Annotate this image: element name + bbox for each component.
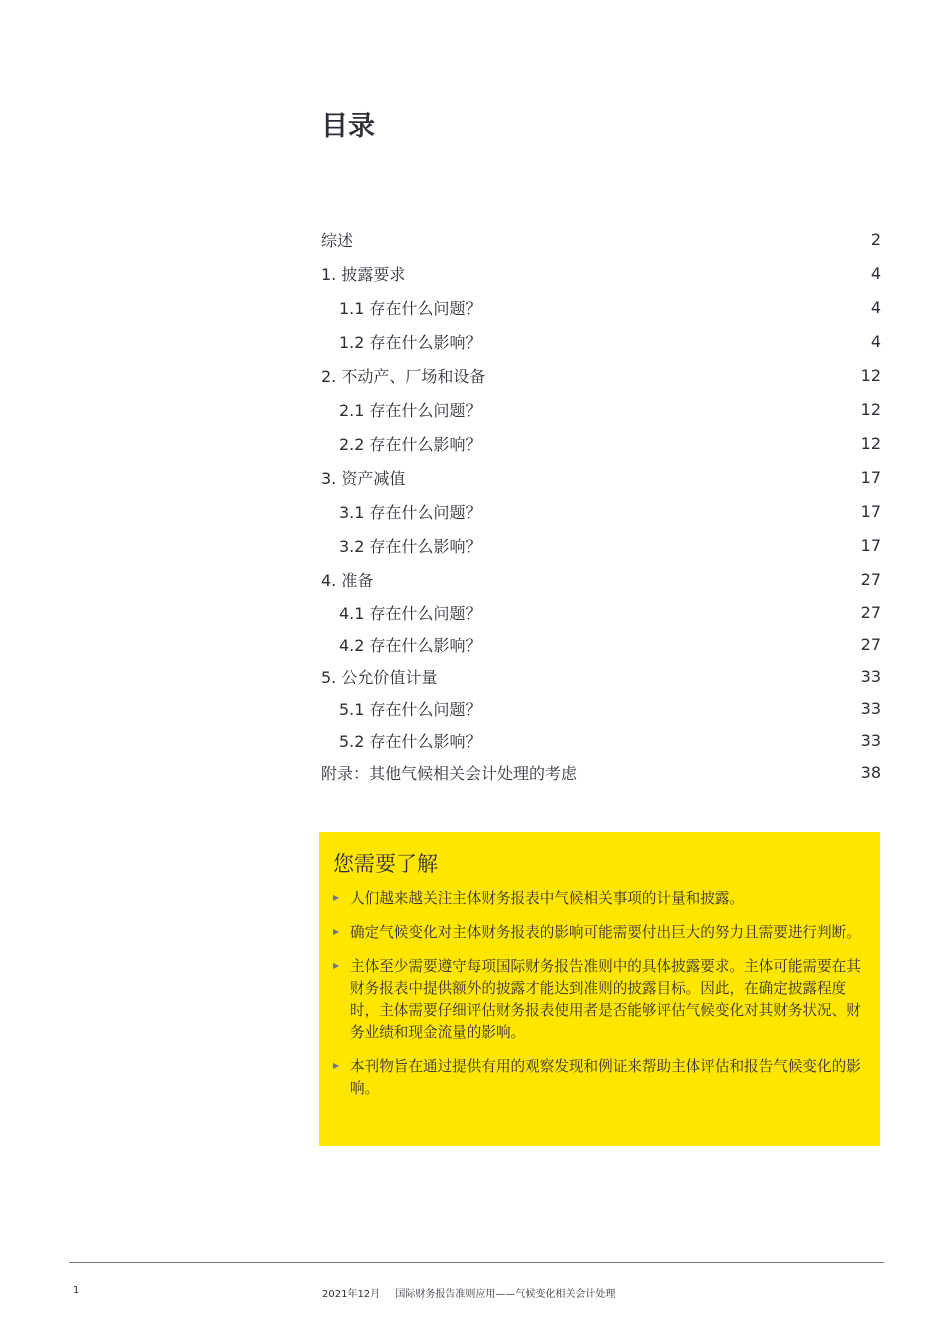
footer-info [322, 1285, 627, 1300]
callout-bullet-text: 本刊物旨在通过提供有用的观察发现和例证来帮助主体评估和报告气候变化的影响。 [350, 1058, 861, 1097]
toc-entry-page: 12 [860, 365, 881, 385]
toc-entry-label: 2.1 存在什么问题？ [339, 400, 482, 420]
toc-entry-page: 33 [860, 730, 881, 750]
toc-entry-page: 4 [870, 331, 881, 351]
toc-entry-page: 17 [860, 535, 881, 555]
toc-entry-label: 1.2 存在什么影响？ [339, 332, 482, 352]
toc-entry-5-1[interactable] [321, 692, 881, 724]
callout-bullet-text: 人们越来越关注主体财务报表中气候相关事项的计量和披露。 [350, 890, 745, 907]
toc-entry-label: 5. 公允价值计量 [321, 667, 438, 687]
toc-entry-label: 3.2 存在什么影响？ [339, 536, 482, 556]
toc-entry-label: 2. 不动产、厂场和设备 [321, 366, 486, 386]
toc-entry-2-1[interactable] [321, 392, 881, 426]
callout-title: 您需要了解 [333, 852, 438, 876]
toc-entry-overview[interactable] [321, 222, 881, 256]
toc-entry-page: 27 [860, 569, 881, 589]
toc-entry-label: 附录：其他气候相关会计处理的考虑 [321, 763, 578, 783]
toc-entry-page: 38 [860, 762, 881, 782]
toc-entry-3-1[interactable] [321, 494, 881, 528]
toc-entry-page: 2 [870, 229, 881, 249]
toc-entry-section-1[interactable] [321, 256, 881, 290]
toc-entry-page: 4 [870, 263, 881, 283]
footer-page-number: 1 [73, 1285, 80, 1296]
page-title: 目录 [321, 111, 375, 142]
toc-entry-section-5[interactable] [321, 660, 881, 692]
toc-entry-label: 3. 资产减值 [321, 468, 406, 488]
toc-entry-label: 2.2 存在什么影响？ [339, 434, 482, 454]
toc-entry-label: 1.1 存在什么问题？ [339, 298, 482, 318]
bullet-arrow-icon: ▶ [333, 961, 340, 970]
toc-entry-label: 5.1 存在什么问题？ [339, 699, 482, 719]
toc-entry-label: 4. 准备 [321, 570, 374, 590]
toc-entry-page: 33 [860, 666, 881, 686]
toc-entry-page: 27 [860, 602, 881, 622]
toc-entry-5-2[interactable] [321, 724, 881, 756]
bullet-arrow-icon: ▶ [333, 927, 340, 936]
callout-bullet-list [333, 888, 866, 1100]
bullet-arrow-icon: ▶ [333, 893, 340, 902]
toc-entry-page: 33 [860, 698, 881, 718]
callout-bullet [333, 888, 866, 910]
table-of-contents [321, 222, 881, 788]
toc-entry-page: 27 [860, 634, 881, 654]
toc-entry-page: 4 [870, 297, 881, 317]
toc-entry-section-4[interactable] [321, 562, 881, 596]
toc-entry-section-2[interactable] [321, 358, 881, 392]
footer-date: 2021年12月 [322, 1289, 381, 1300]
toc-entry-label: 3.1 存在什么问题？ [339, 502, 482, 522]
toc-entry-2-2[interactable] [321, 426, 881, 460]
footer-divider [69, 1262, 884, 1263]
callout-bullet [333, 956, 866, 1044]
toc-entry-page: 12 [860, 399, 881, 419]
toc-entry-1-2[interactable] [321, 324, 881, 358]
toc-entry-1-1[interactable] [321, 290, 881, 324]
toc-entry-page: 12 [860, 433, 881, 453]
toc-entry-label: 综述 [321, 230, 354, 250]
toc-entry-4-1[interactable] [321, 596, 881, 628]
callout-bullet-text: 主体至少需要遵守每项国际财务报告准则中的具体披露要求。主体可能需要在其财务报表中提供额外的披露才能达到准则的披露目标。因此，在确定披露程度时，主体需要仔细评估财务报表使用者是否能够评估气候变化对其财务状况、财务业绩和现金流量的影响。 [350, 958, 861, 1041]
toc-entry-section-3[interactable] [321, 460, 881, 494]
toc-entry-label: 1. 披露要求 [321, 264, 406, 284]
toc-entry-4-2[interactable] [321, 628, 881, 660]
callout-bullet [333, 1056, 866, 1100]
bullet-arrow-icon: ▶ [333, 1061, 340, 1070]
toc-entry-label: 4.1 存在什么问题？ [339, 603, 482, 623]
footer-publication-title: 国际财务报告准则应用——气候变化相关会计处理 [395, 1289, 616, 1300]
toc-entry-label: 4.2 存在什么影响？ [339, 635, 482, 655]
toc-entry-label: 5.2 存在什么影响？ [339, 731, 482, 751]
toc-entry-page: 17 [860, 467, 881, 487]
callout-bullet [333, 922, 866, 944]
toc-entry-3-2[interactable] [321, 528, 881, 562]
toc-entry-page: 17 [860, 501, 881, 521]
callout-bullet-text: 确定气候变化对主体财务报表的影响可能需要付出巨大的努力且需要进行判断。 [350, 924, 861, 941]
key-points-callout [319, 832, 880, 1146]
toc-entry-appendix[interactable] [321, 756, 881, 788]
